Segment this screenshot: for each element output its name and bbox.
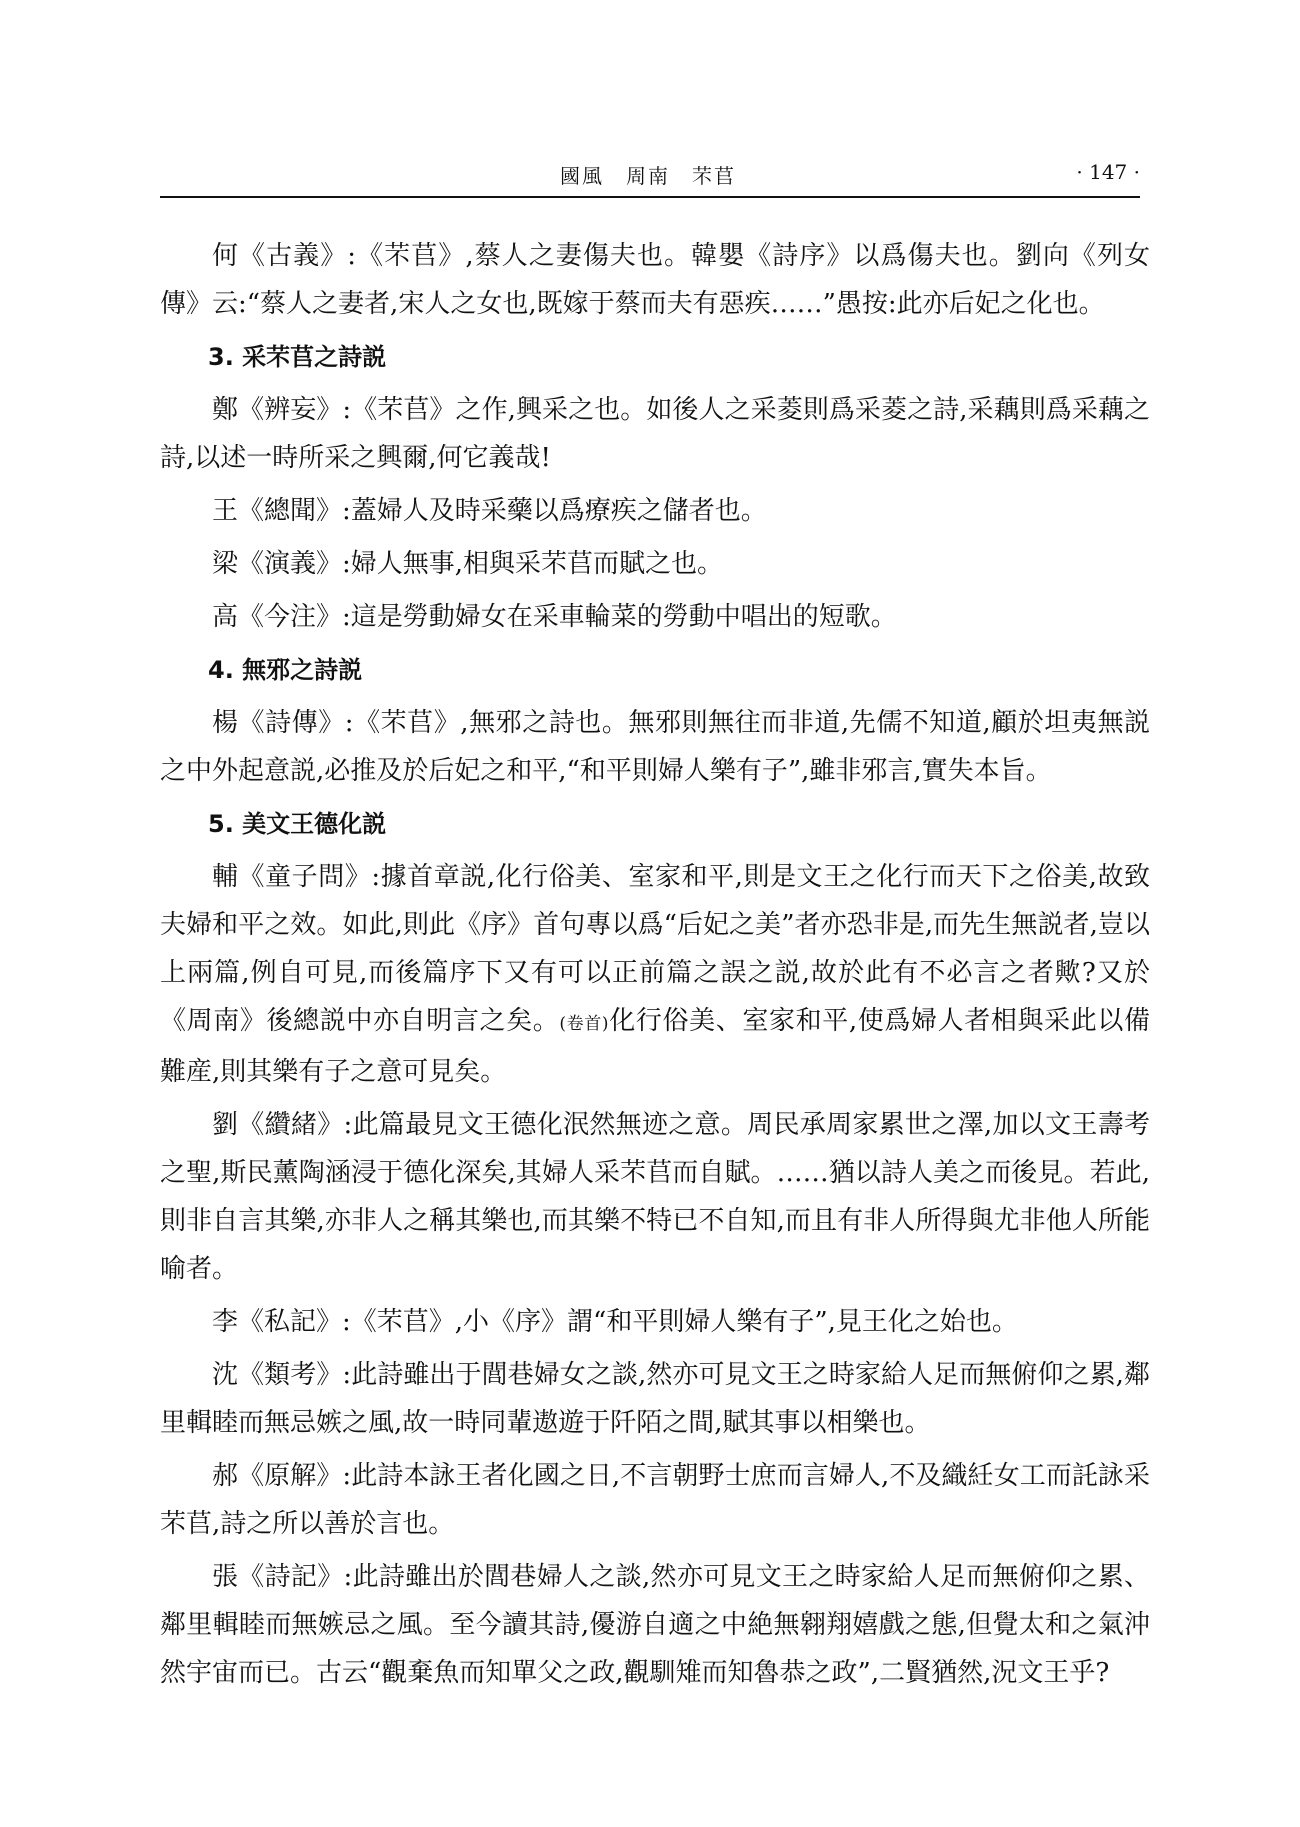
section-heading-4: 4. 無邪之詩説 [208,656,363,684]
page-body [160,232,1150,1702]
paragraph-jin-zhu: 高《今注》:這是勞動婦女在采車輪菜的勞動中唱出的短歌。 [212,602,897,632]
paragraph-gu-yi: 何《古義》:《芣苢》,蔡人之妻傷夫也。韓嬰《詩序》以爲傷夫也。劉向《列女傳》云:“蔡人之妻者,宋人之女也,既嫁于蔡而夫有惡疾……”愚按:此亦后妃之化也。 [160,241,1150,319]
paragraph-text-tail: 化行俗美、室家和平,使爲婦人者相與采此以備難産,則其樂有子之意可見矣。 [160,1006,1150,1087]
paragraph-yuan-jie: 郝《原解》:此詩本詠王者化國之日,不言朝野士庶而言婦人,不及織紝女工而託詠采芣苢,詩之所以善於言也。 [160,1461,1150,1539]
inline-note: (卷首) [559,1014,609,1034]
paragraph-zuan-xu: 劉《纘緒》:此篇最見文王德化泯然無迹之意。周民承周家累世之澤,加以文王壽考之聖,斯民薰陶涵浸于德化深矣,其婦人采芣苢而自賦。……猶以詩人美之而後見。若此,則非自言其樂,亦非人之稱其樂也,而其樂不特已不自知,而且有非人所得與尤非他人所能喻者。 [160,1110,1150,1284]
section-heading-5: 5. 美文王德化説 [208,810,387,838]
page-number: · 147 · [1076,160,1140,184]
paragraph-shi-ji: 張《詩記》:此詩雖出於閭巷婦人之談,然亦可見文王之時家給人足而無俯仰之累、鄰里輯睦而無嫉忌之風。至今讀其詩,優游自適之中絶無翱翔嬉戲之態,但覺太和之氣沖然宇宙而已。古云“觀棄魚而知單父之政,觀馴雉而知魯恭之政”,二賢猶然,況文王乎? [160,1562,1150,1688]
header-rule [160,196,1140,198]
paragraph-lei-kao: 沈《類考》:此詩雖出于閭巷婦女之談,然亦可見文王之時家給人足而無俯仰之累,鄰里輯睦而無忌嫉之風,故一時同輩遨遊于阡陌之間,賦其事以相樂也。 [160,1360,1150,1438]
paragraph-text: 輔《童子問》:據首章説,化行俗美、室家和平,則是文王之化行而天下之俗美,故致夫婦和平之效。如此,則此《序》首句專以爲“后妃之美”者亦恐非是,而先生無説者,豈以上兩篇,例自可見,而後篇序下又有可以正前篇之誤之説,故於此有不必言之者歟?又於《周南》後總説中亦自明言之矣。 [160,862,1150,1036]
paragraph-shi-zhuan: 楊《詩傳》:《芣苢》,無邪之詩也。無邪則無往而非道,先儒不知道,顧於坦夷無説之中外起意説,必推及於后妃之和平,“和平則婦人樂有子”,雖非邪言,實失本旨。 [160,708,1150,786]
paragraph-tong-zi-wen [160,853,1150,1096]
page-header [160,150,1140,200]
section-heading-3: 3. 采芣苢之詩説 [208,343,387,371]
paragraph-yan-yi: 梁《演義》:婦人無事,相與采芣苢而賦之也。 [212,549,724,579]
paragraph-si-ji: 李《私記》:《芣苢》,小《序》謂“和平則婦人樂有子”,見王化之始也。 [212,1307,1018,1337]
paragraph-zong-wen: 王《總聞》:蓋婦人及時采藥以爲療疾之儲者也。 [212,496,767,526]
paragraph-bian-wang: 鄭《辨妄》:《芣苢》之作,興采之也。如後人之采菱則爲采菱之詩,采藕則爲采藕之詩,以述一時所采之興爾,何它義哉! [160,395,1150,473]
running-title: 國風 周南 芣苢 [560,164,736,188]
